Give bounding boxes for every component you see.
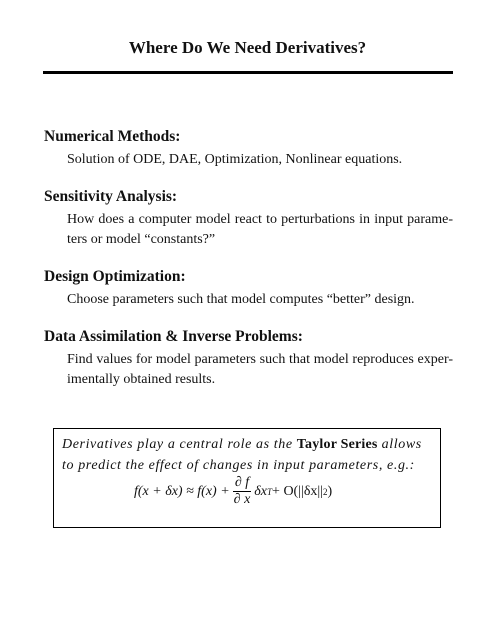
fraction-denominator: ∂ x [233, 492, 251, 507]
section-body: Choose parameters such that model computes “better” design. [67, 292, 415, 307]
section-heading: Sensitivity Analysis: [44, 188, 178, 205]
formula-superscript: T [267, 486, 273, 497]
callout-text-lead: Derivatives play a central role as the [62, 437, 297, 452]
formula-term: δx [254, 483, 268, 499]
section-body: How does a computer model react to perturbations in input parame-ters or model “constants?” [67, 212, 453, 247]
formula-remainder-exponent: 2 [323, 486, 328, 497]
section-sensitivity-analysis [44, 188, 453, 250]
section-body: Solution of ODE, DAE, Optimization, Nonlinear equations. [67, 152, 403, 167]
title-divider [43, 71, 453, 74]
section-data-assimilation [44, 328, 453, 390]
callout-keyword: Taylor Series [296, 437, 378, 452]
section-design-optimization [44, 268, 453, 310]
section-heading: Numerical Methods: [44, 128, 181, 145]
fraction-numerator: ∂ f [234, 475, 250, 490]
page-title: Where Do We Need Derivatives? [128, 38, 367, 57]
callout-text-tail: allows to predict the effect of changes in input parameters, e.g.: [62, 437, 422, 473]
section-heading: Data Assimilation & Inverse Problems: [44, 328, 303, 345]
taylor-formula [134, 475, 332, 508]
formula-fraction [232, 475, 253, 508]
formula-close: ) [327, 483, 333, 499]
taylor-series-callout [53, 428, 441, 528]
callout-text [62, 434, 434, 476]
section-heading: Design Optimization: [44, 268, 186, 285]
formula-lhs: f(x + δx) ≈ f(x) + [134, 483, 230, 499]
section-numerical-methods [44, 128, 453, 170]
formula-remainder: + O(||δx|| [272, 483, 324, 499]
section-body: Find values for model parameters such that model reproduces exper-imentally obtained results. [67, 352, 453, 387]
